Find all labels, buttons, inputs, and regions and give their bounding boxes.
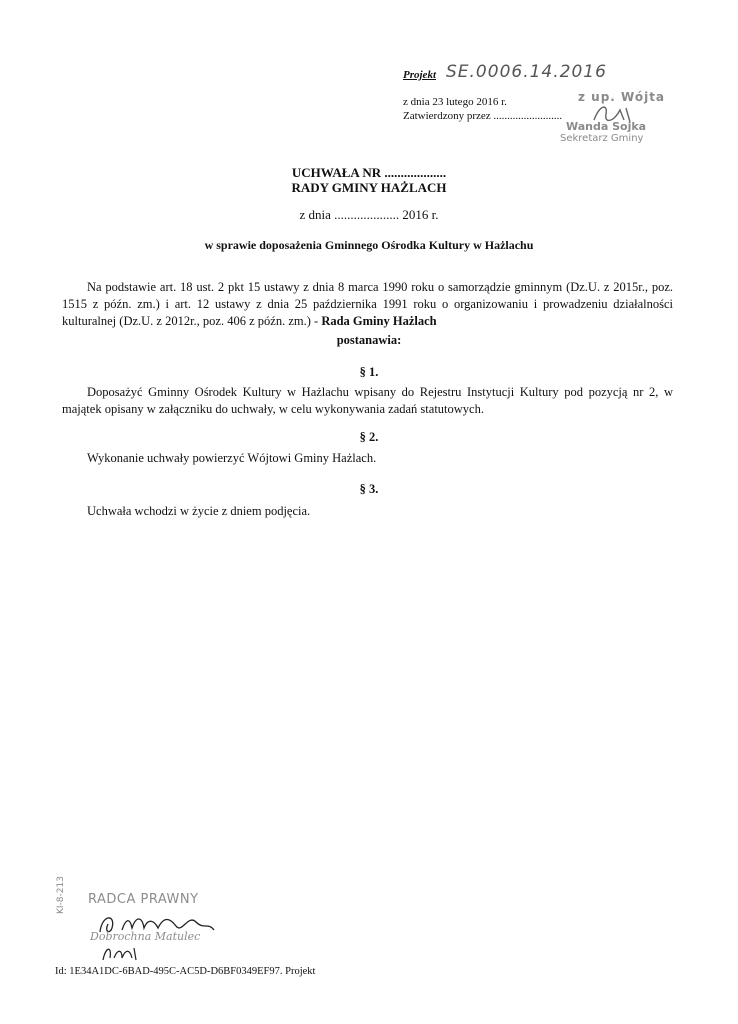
- approval-stamp: [560, 90, 700, 150]
- stamp-name-bottom: Dobrochna Matulec: [90, 930, 201, 943]
- legal-basis-council: Rada Gminy Hażlach: [321, 314, 437, 328]
- legal-basis-text: Na podstawie art. 18 ust. 2 pkt 15 ustawy z dnia 8 marca 1990 roku o samorządzie gminnym (Dz.U. z 2015r., poz. 1515 z późn. zm.) i art. 12 ustawy z dnia 25 października 1991 roku o organizowaniu i prowadzeniu działalności kulturalnej (Dz.U. z 2012r., poz. 406 z późn. zm.) -: [62, 280, 673, 328]
- resolution-number: UCHWAŁA NR ...................: [291, 165, 447, 180]
- section-1-heading: § 1.: [359, 365, 379, 379]
- stamp-role: z up. Wójta: [578, 90, 666, 104]
- project-label: Projekt: [403, 69, 436, 81]
- council-name: RADY GMINY HAŻLACH: [291, 180, 447, 195]
- legal-advisor-stamp: [56, 876, 250, 968]
- section-2-text: Wykonanie uchwały powierzyć Wójtowi Gminy Hażlach.: [87, 451, 377, 465]
- decides-heading: postanawia:: [336, 333, 402, 347]
- project-date: z dnia 23 lutego 2016 r.: [403, 96, 507, 108]
- section-3-text: Uchwała wchodzi w życie z dniem podjęcia.: [87, 504, 311, 518]
- section-2-heading: § 2.: [359, 430, 379, 444]
- document-id: Id: 1E34A1DC-6BAD-495C-AC5D-D6BF0349EF97. Projekt: [55, 966, 316, 977]
- resolution-date: z dnia .................... 2016 r.: [299, 207, 439, 222]
- stamp-code: KI-8-213: [56, 876, 66, 914]
- project-number: SE.0006.14.2016: [446, 62, 607, 82]
- approved-by-line: Zatwierdzony przez .........................: [403, 110, 563, 122]
- legal-basis: [62, 279, 673, 330]
- stamp-name: Wanda Sojka: [566, 120, 647, 133]
- stamp-title: Sekretarz Gminy: [560, 133, 644, 144]
- resolution-subject: w sprawie doposażenia Gminnego Ośrodka Kultury w Hażlachu: [204, 238, 534, 252]
- section-1-text: Doposażyć Gminny Ośrodek Kultury w Hażlachu wpisany do Rejestru Instytucji Kultury pod pozycją nr 2, w majątek opisany w załączniku do uchwały, w celu wykonywania zadań statutowych.: [62, 385, 673, 416]
- section-3-heading: § 3.: [359, 482, 379, 496]
- initials-icon: [100, 944, 140, 964]
- stamp-role-bottom: RADCA PRAWNY: [88, 892, 199, 907]
